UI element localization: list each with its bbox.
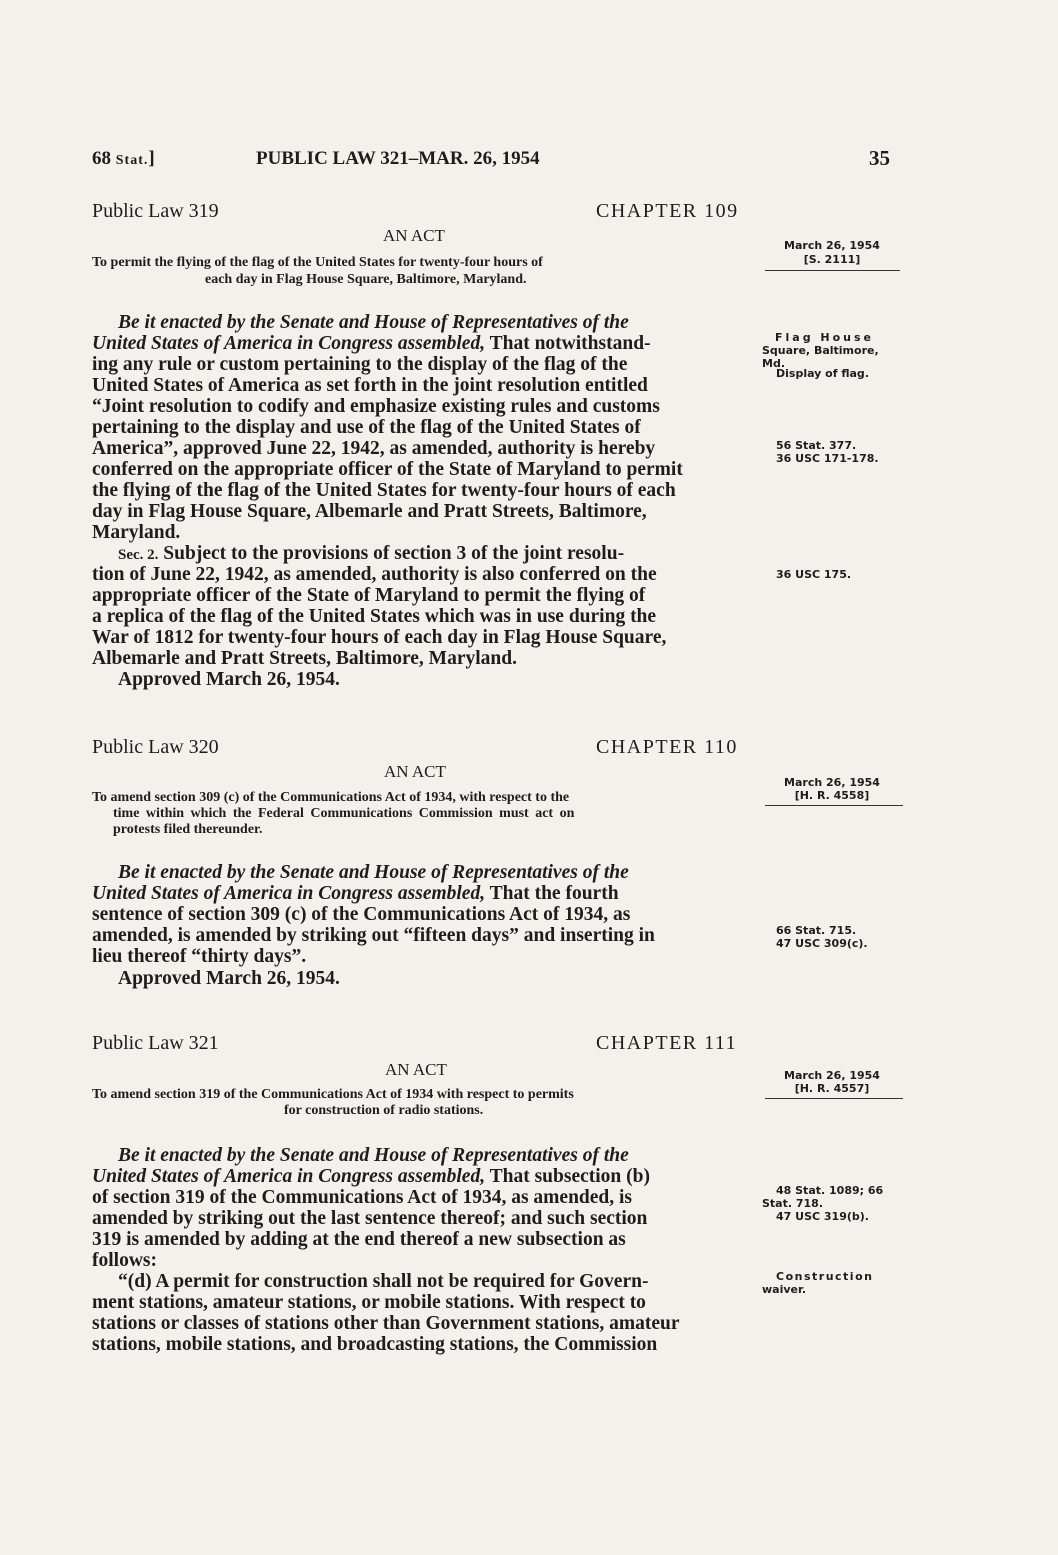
volume-stat: Stat. xyxy=(115,153,149,168)
margin-note: Display of flag. xyxy=(776,367,869,380)
chapter-111-heading: CHAPTER 111 xyxy=(596,1032,738,1054)
body-line: 319 is amended by adding at the end thereof a new subsection as xyxy=(92,1229,626,1250)
enacting-clause-rest: That notwithstand- xyxy=(485,333,651,354)
body-line: stations or classes of stations other than Government stations, amateur xyxy=(92,1313,680,1334)
margin-bill-number: [H. R. 4557] xyxy=(794,1082,870,1095)
act-title-line: each day in Flag House Square, Baltimore, Maryland. xyxy=(205,272,527,287)
margin-note: Md. xyxy=(762,357,785,370)
body-line: a replica of the flag of the United States which was in use during the xyxy=(92,606,657,627)
enacting-clause-italic: United States of America in Congress assembled, xyxy=(92,333,486,354)
act-title-line: time within which the Federal Communications Commission must act on xyxy=(113,806,575,821)
body-line: sentence of section 309 (c) of the Communications Act of 1934, as xyxy=(92,904,631,925)
margin-date: March 26, 1954 xyxy=(784,776,880,789)
statute-citation: 48 Stat. 1089; 66 xyxy=(776,1184,884,1197)
act-title-line: To permit the flying of the flag of the United States for twenty-four hours of xyxy=(92,255,543,270)
body-line: pertaining to the display and use of the flag of the United States of xyxy=(92,417,641,438)
body-line: ment stations, amateur stations, or mobile stations. With respect to xyxy=(92,1292,646,1313)
enacting-clause xyxy=(92,883,619,905)
body-line: conferred on the appropriate officer of the State of Maryland to permit xyxy=(92,459,683,480)
act-title-line: protests filed thereunder. xyxy=(113,822,263,837)
margin-date: March 26, 1954 xyxy=(784,239,880,252)
margin-rule xyxy=(765,1098,903,1099)
margin-rule xyxy=(765,805,903,806)
body-line: the flying of the flag of the United States for twenty-four hours of each xyxy=(92,480,676,501)
an-act-heading: AN ACT xyxy=(384,762,446,781)
section-label: Sec. 2. xyxy=(118,547,159,563)
body-line: follows: xyxy=(92,1250,157,1271)
enacting-clause xyxy=(92,333,651,355)
enacting-clause xyxy=(118,1145,629,1167)
body-line: Maryland. xyxy=(92,522,181,543)
body-line: day in Flag House Square, Albemarle and Pratt Streets, Baltimore, xyxy=(92,501,647,522)
enacting-clause xyxy=(118,312,629,334)
public-law-320-label: Public Law 320 xyxy=(92,736,219,758)
volume-reference xyxy=(92,148,155,170)
public-law-319-label: Public Law 319 xyxy=(92,200,219,222)
statute-citation: 56 Stat. 377. xyxy=(776,439,857,452)
body-line: of section 319 of the Communications Act of 1934, as amended, is xyxy=(92,1187,633,1208)
body-line: War of 1812 for twenty-four hours of each day in Flag House Square, xyxy=(92,627,667,648)
margin-note: Flag House xyxy=(775,331,875,344)
approval-date: Approved March 26, 1954. xyxy=(118,968,340,989)
body-line: United States of America as set forth in the joint resolution entitled xyxy=(92,375,648,396)
enacting-clause-rest: That the fourth xyxy=(485,883,619,904)
enacting-clause xyxy=(92,1166,650,1188)
page-number: 35 xyxy=(869,146,890,170)
margin-bill-number: [H. R. 4558] xyxy=(794,789,870,802)
margin-bill-number: [S. 2111] xyxy=(803,253,861,266)
enacting-clause-text: Be it enacted by the Senate and House of Representatives of the xyxy=(118,1145,629,1166)
enacting-clause-italic: United States of America in Congress assembled, xyxy=(92,1166,486,1187)
statute-citation: 47 USC 319(b). xyxy=(776,1210,869,1223)
body-line: Albemarle and Pratt Streets, Baltimore, Maryland. xyxy=(92,648,517,669)
margin-date: March 26, 1954 xyxy=(784,1069,880,1082)
body-line: stations, mobile stations, and broadcasting stations, the Commission xyxy=(92,1334,658,1355)
body-line: lieu thereof “thirty days”. xyxy=(92,946,307,967)
body-line: “Joint resolution to codify and emphasize existing rules and customs xyxy=(92,396,660,417)
volume-bracket: ] xyxy=(148,148,155,169)
statute-citation: 47 USC 309(c). xyxy=(776,937,868,950)
margin-note: Construction xyxy=(776,1270,874,1283)
section-2-first-line xyxy=(118,543,624,565)
enacting-clause xyxy=(118,862,629,884)
section-text: Subject to the provisions of section 3 of the joint resolu- xyxy=(158,543,625,564)
chapter-110-heading: CHAPTER 110 xyxy=(596,736,738,758)
statute-citation: 36 USC 175. xyxy=(776,568,852,581)
volume-number: 68 xyxy=(92,148,111,169)
approval-date: Approved March 26, 1954. xyxy=(118,669,340,690)
body-line: “(d) A permit for construction shall not be required for Govern- xyxy=(118,1271,649,1292)
enacting-clause-text: Be it enacted by the Senate and House of Representatives of the xyxy=(118,862,629,883)
statute-citation: Stat. 718. xyxy=(762,1197,824,1210)
body-line: amended by striking out the last sentence thereof; and such section xyxy=(92,1208,648,1229)
enacting-clause-rest: That subsection (b) xyxy=(485,1166,650,1187)
act-title-line: To amend section 319 of the Communications Act of 1934 with respect to permits xyxy=(92,1087,574,1102)
statute-citation: 36 USC 171-178. xyxy=(776,452,879,465)
enacting-clause-text: Be it enacted by the Senate and House of Representatives of the xyxy=(118,312,629,333)
body-line: appropriate officer of the State of Maryland to permit the flying of xyxy=(92,585,646,606)
statute-citation: 66 Stat. 715. xyxy=(776,924,857,937)
act-title-line: for construction of radio stations. xyxy=(284,1103,484,1118)
margin-note: waiver. xyxy=(762,1283,807,1296)
an-act-heading: AN ACT xyxy=(383,226,445,245)
enacting-clause-italic: United States of America in Congress assembled, xyxy=(92,883,486,904)
an-act-heading: AN ACT xyxy=(385,1060,447,1079)
body-line: tion of June 22, 1942, as amended, authority is also conferred on the xyxy=(92,564,657,585)
body-line: America”, approved June 22, 1942, as amended, authority is hereby xyxy=(92,438,656,459)
public-law-321-label: Public Law 321 xyxy=(92,1032,219,1054)
act-title-line: To amend section 309 (c) of the Communications Act of 1934, with respect to the xyxy=(92,790,570,805)
running-head: PUBLIC LAW 321–MAR. 26, 1954 xyxy=(256,148,540,169)
chapter-109-heading: CHAPTER 109 xyxy=(596,200,739,222)
margin-note: Square, Baltimore, xyxy=(762,344,879,357)
margin-rule xyxy=(765,270,900,271)
body-line: amended, is amended by striking out “fifteen days” and inserting in xyxy=(92,925,655,946)
body-line: ing any rule or custom pertaining to the display of the flag of the xyxy=(92,354,628,375)
